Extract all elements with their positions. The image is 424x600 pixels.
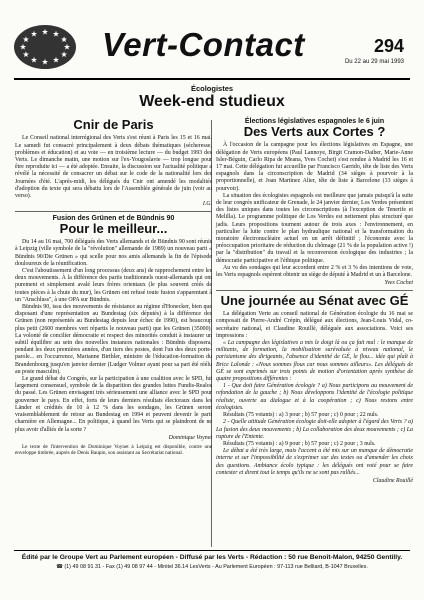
article-senat-paragraph: 1 - Que doit faire Génération écologie ? a) Nous participons au mouvement de refondation de la gauche ; b) Nous développons l'identité de l'écologie politique réaliste, ouverte au dialogue et à la coopération ; c) Nous restons entre écologistes.	[216, 383, 413, 411]
feature-kicker: Écologistes	[190, 84, 234, 93]
article-divider	[15, 211, 212, 212]
newsletter-title: Vert-Contact	[102, 26, 305, 63]
article-fusion-note: Le texte de l'intervention de Dominique Voynet à Leipzig est disponible, contre une enveloppe timbrée, auprès de Denis Baupin, son assistant au Secrétariat national.	[15, 443, 212, 456]
article-cnir-signature: I.G.	[202, 201, 212, 208]
article-cnir-title: Cnir de Paris	[73, 117, 154, 132]
article-senat-paragraph: 2 - Quelle attitude Génération écologie doit-elle adopter à l'égard des Verts ? a) La fusion des deux mouvements ; b) La collaboration des deux mouvements ; c) La rupture de l'Entente.	[216, 419, 413, 440]
article-espagne-title: Des Verts aux Cortes ?	[243, 124, 386, 139]
issue-date: Du 22 au 29 mai 1993	[344, 59, 404, 65]
masthead-rule	[14, 78, 410, 80]
article-espagne-signature: Yves Cochet	[384, 280, 413, 287]
article-senat-signature: Claudine Rouillé	[372, 477, 413, 484]
article-divider	[216, 290, 413, 291]
article-cnir-body: Le Conseil national interrégional des Verts s'est réuni à Paris les 15 et 16 mai. Le samedi fut consacré principalement à deux débats thématiques (sécheresse, problèmes et éducation) et au vote — en troisième lecture — du budget 1993 des Verts. Le dimanche matin, une motion sur l'ex-Yougoslavie — trop longue pour être reproduite ici — a été adoptée. Ensuite, la discussion sur l'actualité politique a révélé la nécessité de consacrer un débat sur le code de la nationalité lors des Journées d'été. L'après-midi, les délégués du Cnir ont amendé les modalités d'adoption du texte qui sera débattu lors de l'Assemblée générale de juin (voir au verso).	[15, 135, 212, 199]
article-senat-results: Résultats (75 votants) : a) 9 pour ; b) 57 pour ; c) 2 pour ; 3 nuls.	[223, 440, 376, 447]
article-fusion-paragraph: Bündnis 90, issu des mouvements de résistance au régime d'Honecker, bien que disposant d'une représentation au Bundestag (six députés) à la différence des Grünen (non représentés au Bundestag depuis leur échec de 1990), est beaucoup plus petit (2600 membres vert répartis le nouveau parti) que les Grünen (35000). La volonté de concilier démocratie et respect des minorités conduit à instaurer un subtil équilibre au sein des nouvelles instances nationales : Bündnis disposera, pendant les deux premières années, d'un tiers des postes, dont l'un des deux porte-parole... en l'occurrence, Marianne Birthler, ministre de l'éducation-formation du Brandenbourg jusqu'en janvier dernier (Ludger Volmer ayant pour sa part été réélu au poste masculin).	[15, 304, 212, 375]
article-espagne-kicker: Élections législatives espagnoles le 6 juin	[244, 118, 385, 125]
article-senat-paragraph: « La campagne des législatives a mis le doigt là ou ça fait mal : le manque de militants, de formation, la mobilisation surévaluée à niveau national, le parisianisme des dirigeants, l'absence d'identité de GÉ, le flou... idée qui plaît à Brice Lalonde : «Nous sommes flous car nous sommes ailleurs». Les délégués de GÉ se sont exprimés sur trois points de motion d'orientation après synthèse de quatre propositions différentes :	[216, 340, 413, 383]
article-fusion-paragraph: C'est l'aboutissement d'un long processus (deux ans) de rapprochement entre les deux mouvements. À la différence des partis traditionnels ouest-allemands qui ont purement et simplement avalé leurs frères orientaux (le plus souvent créés de toutes pièces à la chute du mur), les Grünen ont refusé toute fusion s'apparentant à un "Anschluss", à une OPA sur Bündnis.	[15, 268, 212, 303]
issue-number: 294	[373, 36, 404, 56]
article-espagne-paragraph: À l'occasion de la campagne pour les élections législatives en Espagne, une délégation de Verts européens (Paul Lannoye, Birgit Cramon-Daiber, Marie-Anne Isler-Béguin, Carlo Ripa de Meana, Yves Cochet) s'est rendue à Madrid les 16 et 17 mai. Cette délégation fut accueillie par Francisco Garrido, tête de liste des Verts espagnols dans la circonscription de Madrid (34 sièges à pourvoir à la proportionnelle), et Joan Martinez Alier, tête de liste à Barcelone (33 sièges à pourvoir).	[216, 142, 413, 192]
article-senat-title: Une journée au Sénat avec GÉ	[220, 292, 409, 308]
left-column	[15, 118, 212, 456]
footer	[14, 554, 410, 570]
feature-headline: Week-end studieux	[139, 93, 285, 110]
article-senat-paragraph: La délégation Verte au conseil national de Génération écologie du 16 mai se composait de Pierre-André Crépin, délégué aux élections, Jean-Louis Vidal, co-secrétaire national, et Claudine Rouillé, déléguée aux associations. Voici ses impressions :	[216, 311, 413, 339]
article-senat-results: Résultats (75 votants) : a) 3 pour ; b) 57 pour ; c) 0 pour ; 22 nuls.	[223, 412, 379, 419]
article-fusion-title: Pour le meilleur...	[59, 220, 168, 236]
eu-stars-logo	[12, 22, 78, 72]
right-column	[216, 118, 413, 485]
masthead	[6, 12, 418, 74]
article-fusion-signature: Dominique Voynet	[168, 434, 212, 441]
article-fusion-paragraph: Du 14 au 16 mai, 700 délégués des Verts allemands et de Bündnis 90 sont réunis à Leipzig (ville symbole de la "révolution" allemande de 1989) un nouveau parti « Bündnis 90/Die Grünen » qui scelle pour nos amis allemands la fin de l'épisode douloureux de la réunification.	[15, 239, 212, 267]
footer-publisher: Édité par le Groupe Vert au Parlement européen - Diffusé par les Verts - Rédaction : 50 rue Benoît-Malon, 94250 Gentilly.	[21, 554, 403, 561]
article-espagne-paragraph: Au vu des sondages qui leur accordent entre 2 % et 3 % des intentions de vote, les Verts espagnols espèrent obtenir un siège de député à Madrid et un à Barcelone.	[216, 264, 413, 278]
footer-contact: ☎ (1) 49 08 91 31 - Fax (1) 49 08 97 44 - Minitel 36.14 LesVerts - Au Parlement Européen : 97-113 rue Belliard, B-1047 Bruxelles.	[56, 564, 368, 570]
article-fusion-paragraph: Le grand débat du Congrès, sur la participation à une coalition avec le SPD, fut largement consensuel, symbole de la disparition des grandes luttes Fundis-Realos du passé. Les Grünen envisagent très sérieusement une alliance avec le SPD pour gouverner le pays. En effet, forts de leurs derniers résultats électoraux dans les Länder et crédités de 10 à 12 % dans les sondages, les Grünen seront vraisemblablement de retour au Bundestag en 1994 et peuvent devenir le parti charnière en Allemagne... En politique, à quand les Verts qui se plaindront de ne plus avoir d'alliés de la sorte ?	[15, 376, 212, 433]
article-senat-paragraph: Le débat a été très large, mais l'accent a été mis sur un manque de démocratie interne et sur l'impossibilité de s'exprimer sur des textes ou d'amender les choix des questions. Ambiance écolo typique : les délégués ont voté pour se faire contester et dirent tout le temps qu'ils ne se sont pas ralliés...	[216, 448, 413, 476]
footer-rule	[14, 550, 410, 551]
article-fusion-kicker: Fusion des Grünen et de Bündnis 90	[52, 214, 175, 222]
article-espagne-paragraph: La situation des écologistes espagnols est meilleure que jamais puisqu'à la suite de leur congrès unificateur de Grenade, le 24 janvier dernier, Los Verdes présentent des listes uniques dans toutes les circonscriptions (à l'exception de Tenerife et Melilla). Le programme politique de Los Verdes est nettement plus structuré que jadis. Leurs propositions tournent autour de trois axes : l'environnement, en particulier la lutte contre le plan hydraulique national et la transformation du moratoire électronucléaire actuel en un arrêt définitif ; l'économie avec la préoccupation prioritaire de réduction du chômage (21 % de la population active !) par la "distribution" du travail et la reconversion écologique des industries ; la démocratie participative et l'éthique politique.	[216, 192, 413, 264]
